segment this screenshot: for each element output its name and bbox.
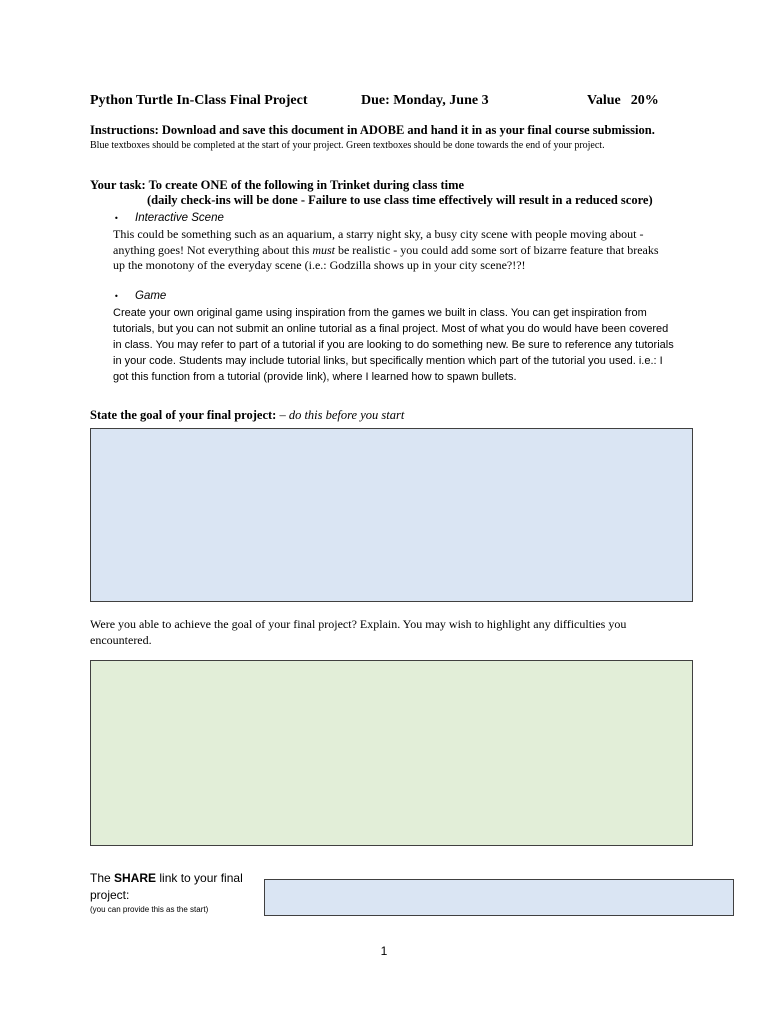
share-label-bold: SHARE — [114, 871, 157, 885]
scene-text-emphasis: must — [312, 242, 335, 257]
achievement-label: Were you able to achieve the goal of your final project? Explain. You may wish to highlight any difficulties you encountered. — [90, 617, 627, 647]
share-link-label — [90, 870, 260, 904]
task-note: (daily check-ins will be done - Failure to use class time effectively will result in a reduced score) — [147, 193, 653, 207]
grade-value — [587, 93, 659, 109]
scene-text-part: This could be something such as an aquarium, a starry night sky, a busy city scene with people moving about - anything goes! Not everything about this — [113, 227, 644, 257]
option-game-label: Game — [135, 290, 167, 302]
option-game-description: Create your own original game using inspiration from the games we built in class. You can get inspiration from tutorials, but you can not submit an online tutorial as a final project. Most of what you do would have been covered in class. You may refer to part of a tutorial if you are looking to do something new. Be sure to reference any tutorials in your code. Students may include tutorial links, but specifically mention which part of the tutorial you used. i.e.: I got this function from a tutorial (provide link), where I learned how to spawn bullets. — [113, 307, 674, 383]
option-interactive-scene-label: Interactive Scene — [135, 212, 224, 224]
goal-textbox[interactable] — [90, 428, 693, 602]
bullet-icon: • — [114, 214, 119, 223]
achievement-textbox[interactable] — [90, 660, 693, 846]
document-title: Python Turtle In-Class Final Project — [90, 93, 308, 108]
instructions-note: Blue textboxes should be completed at the start of your project. Green textboxes should be done towards the end of your project. — [90, 140, 605, 151]
task-heading: Your task: To create ONE of the following in Trinket during class time — [90, 178, 465, 192]
due-date: Due: Monday, June 3 — [361, 93, 489, 108]
share-link-note: (you can provide this as the start) — [90, 905, 209, 914]
goal-label-dash: – — [276, 408, 289, 422]
bullet-icon: • — [114, 292, 119, 301]
value-label: Value — [587, 93, 621, 108]
goal-label-italic: do this before you start — [288, 408, 405, 422]
share-link-textbox[interactable] — [264, 879, 734, 916]
share-label-prefix: The — [90, 871, 115, 885]
goal-label — [90, 408, 404, 423]
option-interactive-scene-description — [113, 227, 673, 274]
instructions-heading: Instructions: Download and save this document in ADOBE and hand it in as your final course submission. — [90, 123, 655, 137]
scene-text-part: be realistic - you could add some sort of bizarre feature that breaks up the monotony of the everyday scene (i.e.: Godzilla shows up in your city scene?!?! — [113, 242, 659, 272]
page-number: 1 — [380, 944, 388, 958]
value-amount: 20% — [630, 93, 659, 108]
share-label-suffix: link to your final project: — [90, 871, 243, 902]
goal-label-bold: State the goal of your final project: — [90, 408, 277, 422]
